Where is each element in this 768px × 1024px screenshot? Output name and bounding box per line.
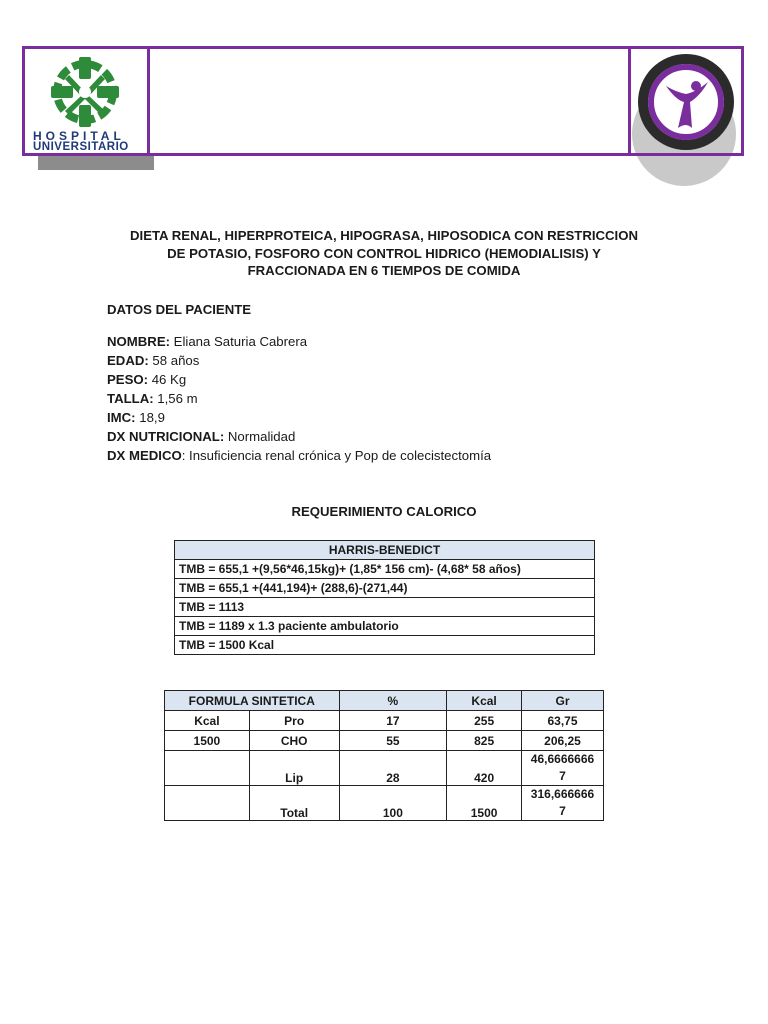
table-cell: Total — [249, 786, 339, 821]
table-cell: TMB = 1189 x 1.3 paciente ambulatorio — [175, 617, 595, 636]
table-row — [175, 598, 595, 617]
table-cell: 63,75 — [522, 711, 604, 731]
field-value: 1,56 m — [153, 391, 198, 406]
patient-field-name — [107, 332, 491, 351]
table-row — [175, 579, 595, 598]
table-row — [175, 560, 595, 579]
table-cell: 100 — [339, 786, 447, 821]
table-header-row — [165, 691, 604, 711]
table-row — [165, 786, 604, 821]
field-label: IMC: — [107, 410, 136, 425]
table-cell: Pro — [249, 711, 339, 731]
table-cell: 1500 — [165, 731, 250, 751]
table-row — [165, 731, 604, 751]
table-cell: 255 — [447, 711, 522, 731]
table-cell: TMB = 655,1 +(441,194)+ (288,6)-(271,44) — [175, 579, 595, 598]
hospital-emblem-icon — [45, 53, 125, 131]
table-cell: TMB = 655,1 +(9,56*46,15kg)+ (1,85* 156 cm)- (4,68* 58 años) — [175, 560, 595, 579]
table-header-cell: % — [339, 691, 447, 711]
field-label: DX NUTRICIONAL: — [107, 429, 225, 444]
table-row — [165, 751, 604, 786]
grams-value-line: 46,6666666 — [530, 752, 595, 766]
table-row — [175, 617, 595, 636]
field-value: : Insuficiencia renal crónica y Pop de colecistectomía — [181, 448, 492, 463]
table-cell: TMB = 1500 Kcal — [175, 636, 595, 655]
hospital-name — [33, 131, 149, 153]
table-cell: Kcal — [165, 711, 250, 731]
field-label: PESO: — [107, 372, 149, 387]
patient-info — [107, 332, 491, 465]
field-value: 46 Kg — [148, 372, 187, 387]
patient-field-age — [107, 351, 491, 370]
table-header-cell: Kcal — [447, 691, 522, 711]
field-value: 18,9 — [135, 410, 165, 425]
table-cell: CHO — [249, 731, 339, 751]
table-row — [165, 711, 604, 731]
grams-value-line: 7 — [559, 804, 566, 818]
table-cell: 206,25 — [522, 731, 604, 751]
formula-sintetica-table — [164, 690, 604, 821]
patient-section-heading: DATOS DEL PACIENTE — [107, 302, 252, 317]
table-cell — [165, 786, 250, 821]
requirement-heading: REQUERIMIENTO CALORICO — [291, 504, 477, 519]
table-cell — [522, 786, 604, 821]
grams-value-line: 316,666666 — [530, 787, 595, 801]
field-label: DX MEDICO — [107, 448, 182, 463]
patient-field-nutritional-dx — [107, 427, 491, 446]
hospital-name-line1: HOSPITAL — [33, 129, 125, 143]
table-cell: 55 — [339, 731, 447, 751]
title-line: DE POTASIO, FOSFORO CON CONTROL HIDRICO (HEMODIALISIS) Y — [167, 245, 601, 261]
nutrition-seal-icon — [636, 52, 736, 152]
title-line: DIETA RENAL, HIPERPROTEICA, HIPOGRASA, HIPOSODICA CON RESTRICCION — [130, 228, 638, 243]
field-label: NOMBRE: — [107, 334, 171, 349]
field-value: Eliana Saturia Cabrera — [170, 334, 308, 349]
field-value: Normalidad — [224, 429, 296, 444]
table-header-cell: HARRIS-BENEDICT — [175, 541, 595, 560]
patient-field-bmi — [107, 408, 491, 427]
patient-field-medical-dx — [107, 446, 491, 465]
document-title — [100, 227, 668, 280]
table-row — [175, 636, 595, 655]
table-header-row — [175, 541, 595, 560]
field-label: TALLA: — [107, 391, 154, 406]
table-header-cell: Gr — [522, 691, 604, 711]
table-cell: Lip — [249, 751, 339, 786]
table-cell: 17 — [339, 711, 447, 731]
table-cell: 825 — [447, 731, 522, 751]
title-line: FRACCIONADA EN 6 TIEMPOS DE COMIDA — [247, 263, 521, 278]
table-cell: TMB = 1113 — [175, 598, 595, 617]
table-cell: 28 — [339, 751, 447, 786]
table-cell — [522, 751, 604, 786]
hospital-name-line2: UNIVERSITARIO — [33, 141, 129, 153]
field-value: 58 años — [148, 353, 200, 368]
table-cell: 1500 — [447, 786, 522, 821]
patient-field-height — [107, 389, 491, 408]
hospital-logo — [22, 46, 150, 156]
table-cell: 420 — [447, 751, 522, 786]
table-header-cell: FORMULA SINTETICA — [165, 691, 340, 711]
grams-value-line: 7 — [559, 769, 566, 783]
patient-field-weight — [107, 370, 491, 389]
harris-benedict-table — [174, 540, 595, 655]
field-label: EDAD: — [107, 353, 149, 368]
table-cell — [165, 751, 250, 786]
